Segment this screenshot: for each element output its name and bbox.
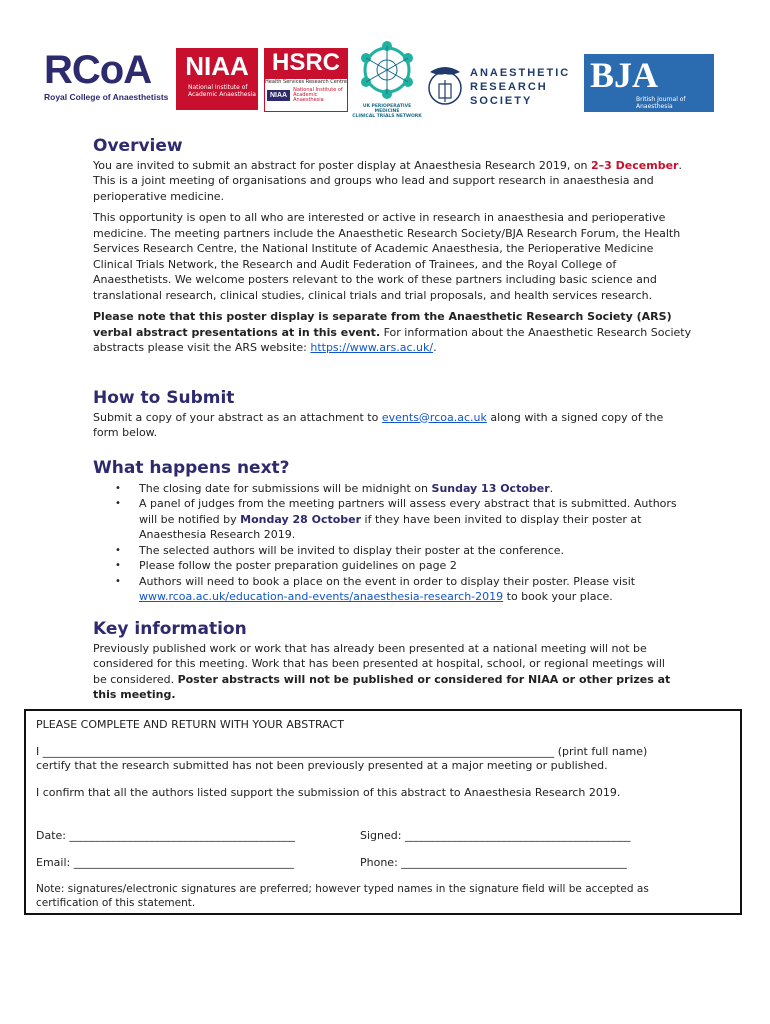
niaa-logo bbox=[176, 48, 258, 110]
key-info-section bbox=[93, 619, 693, 703]
pmctn-logo-sub-2: CLINICAL TRIALS NETWORK bbox=[352, 114, 422, 119]
ars-logo-line3: SOCIETY bbox=[470, 95, 533, 107]
overview-p1-text-b: . This is a joint meeting of organisations and groups who lead and support research in anaesthesia and perioperative medicine. bbox=[93, 158, 682, 203]
key-info-bold: Poster abstracts will not be published or considered for NIAA or other prizes at this meeting. bbox=[93, 672, 671, 701]
how-to-submit-heading: How to Submit bbox=[93, 388, 235, 408]
list-item bbox=[93, 574, 693, 605]
what-next-list bbox=[93, 481, 693, 605]
overview-p3-end: . bbox=[433, 341, 437, 354]
b1-end: . bbox=[549, 481, 554, 495]
overview-heading: Overview bbox=[93, 136, 183, 156]
submit-text-a: Submit a copy of your abstract as an attachment to bbox=[93, 410, 382, 424]
how-to-submit-section bbox=[93, 388, 693, 441]
booking-link[interactable]: www.rcoa.ac.uk/education-and-events/anaesthesia-research-2019 bbox=[139, 590, 504, 603]
overview-paragraph-1 bbox=[93, 158, 693, 205]
certification-form bbox=[24, 709, 742, 915]
submit-text-b: along with a signed copy of the form below. bbox=[93, 410, 664, 439]
overview-paragraph-2: This opportunity is open to all who are interested or active in research in anaesthesia and perioperative medicine. The meeting partners include the Anaesthetic Research Society/BJA Research Forum, the Health Services Research Centre, the National Institute of Academic Anaesthesia, the Perioperative Medicine Clinical Trials Network, the Research and Audit Federation of Trainees, and the Royal College of Anaesthetists. We welcome posters relevant to the work of these partners including basic science and translational research, clinical studies, clinical trials and trial proposals, and health services research. bbox=[93, 211, 681, 302]
hsrc-logo-name: HSRC bbox=[265, 49, 347, 79]
what-next-heading: What happens next? bbox=[93, 458, 290, 478]
hsrc-niaa-badge: NIAA bbox=[267, 90, 290, 101]
closing-date: Sunday 13 October bbox=[431, 481, 550, 495]
list-item: • The selected authors will be invited to display their poster at the conference. bbox=[93, 543, 693, 559]
list-item bbox=[93, 481, 693, 497]
hsrc-logo-sub: Health Services Research Centre bbox=[265, 79, 347, 85]
event-dates: 2–3 December bbox=[591, 158, 679, 172]
b5-text: Authors will need to book a place on the event in order to display their poster. Please visit bbox=[139, 574, 636, 588]
hsrc-niaa-sub-2: Academic Anaesthesia bbox=[293, 92, 324, 103]
overview-section bbox=[93, 136, 693, 356]
rcoa-logo-name: RCoA bbox=[44, 48, 152, 92]
ars-website-link[interactable]: https://www.ars.ac.uk/ bbox=[310, 341, 434, 354]
form-title: PLEASE COMPLETE AND RETURN WITH YOUR ABSTRACT bbox=[36, 718, 344, 731]
how-to-submit-text bbox=[93, 410, 673, 441]
key-info-heading: Key information bbox=[93, 619, 247, 639]
rcoa-logo bbox=[44, 50, 174, 110]
bja-logo-sub: British Journal of Anaesthesia bbox=[636, 96, 686, 110]
ars-logo bbox=[424, 62, 574, 112]
date-field[interactable]: Date: _________________________________________ bbox=[36, 829, 295, 842]
pmctn-logo-sub-1: UK PERIOPERATIVE MEDICINE bbox=[362, 104, 412, 114]
poster-note: Please note that this poster display is separate from the Anaesthetic Research Society (ARS) verbal abstract presentations at in this event. bbox=[93, 310, 672, 339]
bja-logo-name: BJA bbox=[590, 55, 659, 95]
list-item: • Please follow the poster preparation guidelines on page 2 bbox=[93, 558, 693, 574]
key-info-body: Previously published work or work that has already been presented at a national meeting will not be considered for this meeting. Work that has been presented at hospital, school, or regional meetings will be considered. bbox=[93, 641, 665, 686]
key-info-text bbox=[93, 641, 678, 703]
pmctn-logo bbox=[352, 40, 422, 118]
bja-logo bbox=[584, 54, 714, 112]
overview-p3-text: For information about the Anaesthetic Research Society abstracts please visit the ARS website: bbox=[93, 325, 692, 354]
network-icon bbox=[352, 40, 422, 100]
ars-logo-line1: ANAESTHETIC bbox=[470, 67, 571, 79]
overview-p1-text: You are invited to submit an abstract for poster display at Anaesthesia Research 2019, on bbox=[93, 158, 592, 172]
hsrc-logo bbox=[264, 48, 348, 112]
email-field[interactable]: Email: ________________________________________ bbox=[36, 856, 294, 869]
signature-note: Note: signatures/electronic signatures are preferred; however typed names in the signature field will be accepted as certification of this statement. bbox=[36, 883, 649, 909]
b5-end: to book your place. bbox=[503, 590, 613, 603]
ars-emblem-icon bbox=[424, 62, 466, 108]
b2-text: A panel of judges from the meeting partners will assess every abstract that is submitted. Authors will be notified by bbox=[139, 497, 677, 526]
notification-date: Monday 28 October bbox=[240, 512, 362, 526]
niaa-logo-name: NIAA bbox=[185, 51, 249, 81]
confirm-text: I confirm that all the authors listed support the submission of this abstract to Anaesthesia Research 2019. bbox=[36, 786, 621, 799]
phone-field[interactable]: Phone: _________________________________________ bbox=[360, 856, 627, 869]
list-item bbox=[93, 496, 693, 543]
b2-end: if they have been invited to display their poster at Anaesthesia Research 2019. bbox=[139, 512, 642, 541]
rcoa-logo-sub: Royal College of Anaesthetists bbox=[44, 92, 169, 102]
niaa-logo-sub-1: National Institute of bbox=[188, 84, 248, 91]
niaa-logo-sub-2: Academic Anaesthesia bbox=[188, 91, 256, 98]
ars-logo-line2: RESEARCH bbox=[470, 81, 548, 93]
full-name-field[interactable]: I _____________________________________________________________________________________________ (print full name) bbox=[36, 745, 648, 758]
events-email-link[interactable]: events@rcoa.ac.uk bbox=[381, 410, 487, 424]
signed-field[interactable]: Signed: _________________________________________ bbox=[360, 829, 631, 842]
overview-paragraph-3 bbox=[93, 309, 693, 356]
certify-text: certify that the research submitted has not been previously presented at a major meeting or published. bbox=[36, 759, 608, 772]
b1-text: The closing date for submissions will be midnight on bbox=[139, 481, 432, 495]
hsrc-niaa-sub-1: National Institute of bbox=[293, 87, 343, 93]
what-next-section bbox=[93, 458, 693, 605]
logo-bar bbox=[44, 40, 724, 120]
